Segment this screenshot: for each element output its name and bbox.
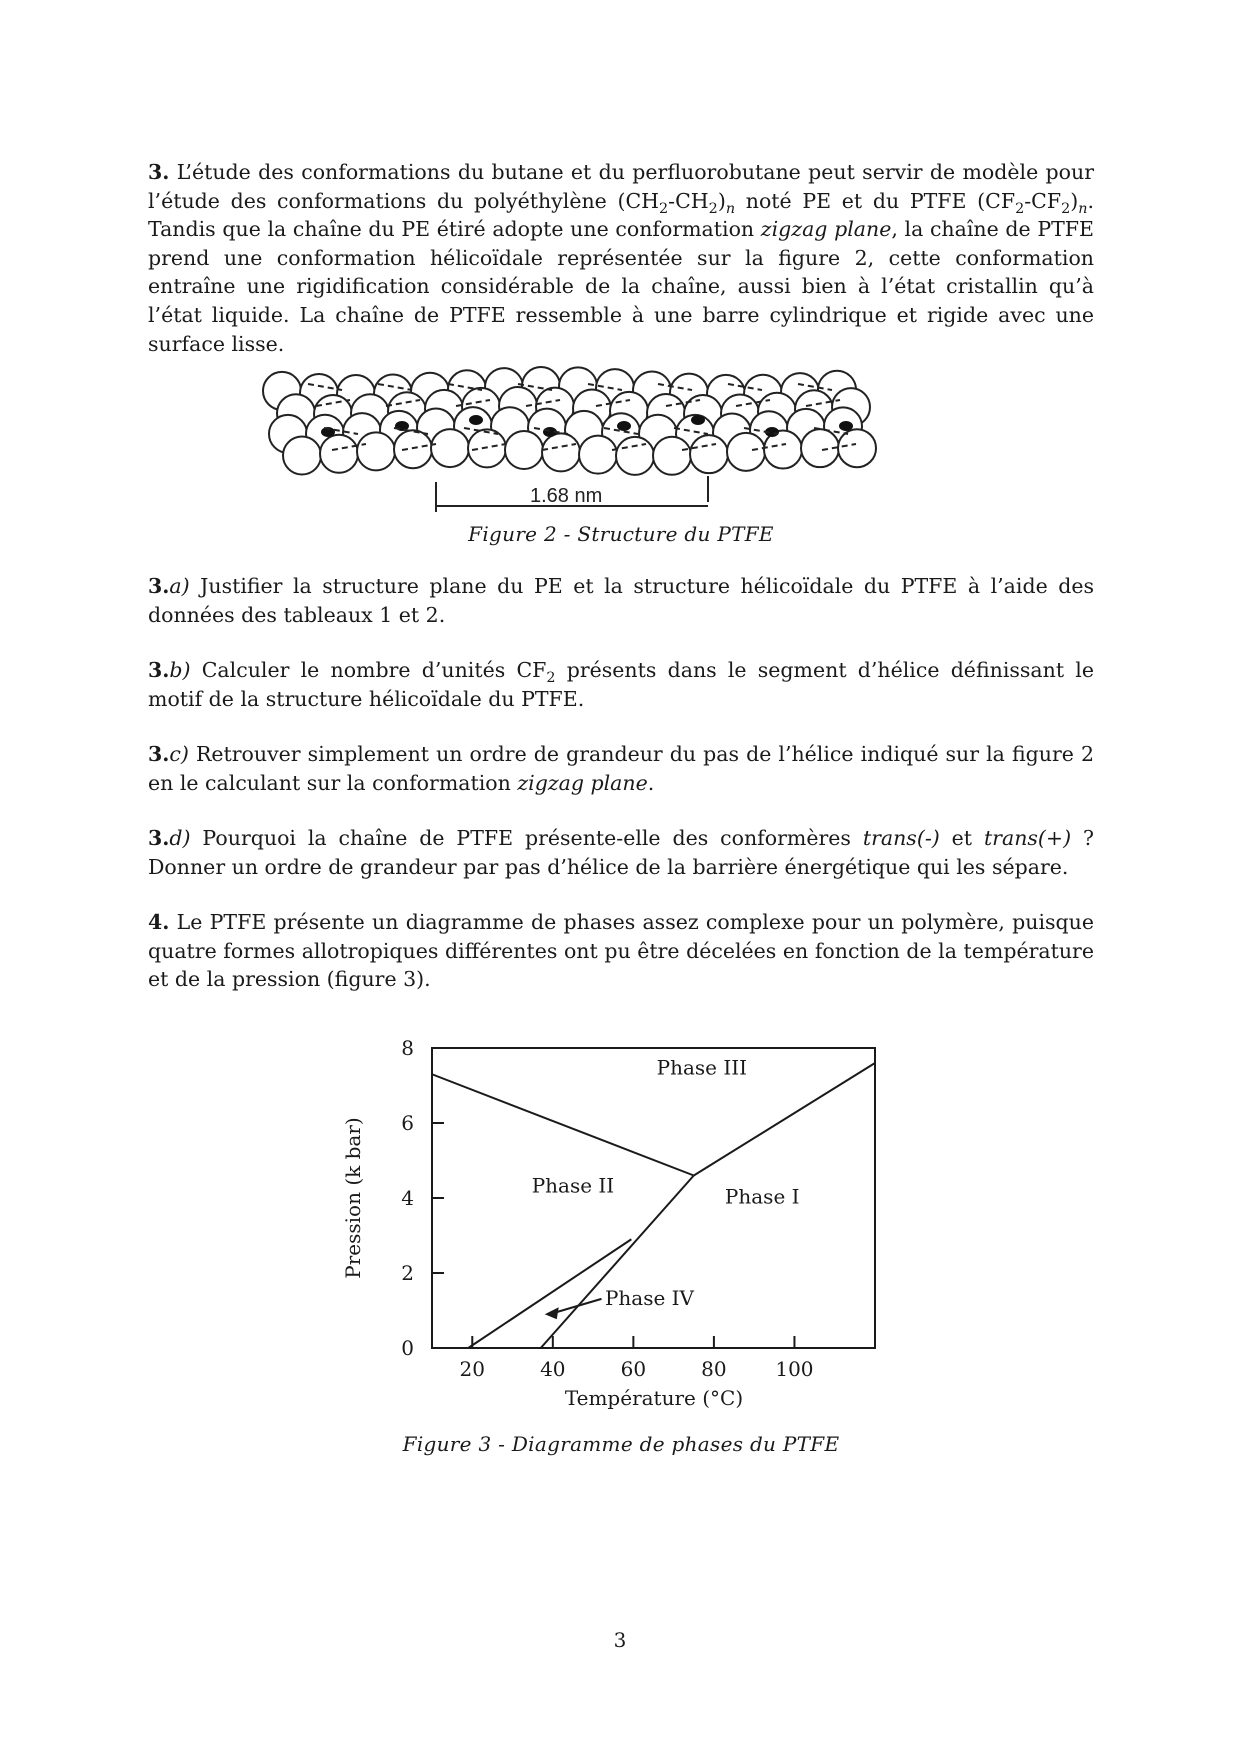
atom-circle (505, 431, 543, 469)
question-3c-paragraph: 3.c) Retrouver simplement un ordre de grandeur du pas de l’hélice indiqué sur la figure 2 en le calculant sur la conformation zigzag plane. (148, 742, 1094, 795)
y-tick-label: 2 (401, 1261, 414, 1285)
phase-boundary-line (432, 1074, 694, 1175)
phase-diagram-chart (330, 1030, 910, 1420)
x-axis-label: Température (°C) (564, 1386, 744, 1410)
atom-circle (690, 435, 728, 473)
page-number: 3 (613, 1628, 627, 1652)
ptfe-helix-figure (268, 372, 968, 522)
y-tick-label: 4 (401, 1186, 414, 1210)
x-tick-label: 20 (459, 1357, 485, 1381)
carbon-dot (691, 415, 705, 425)
helix-atoms (263, 367, 876, 475)
atom-circle (283, 437, 321, 475)
y-axis-label: Pression (k bar) (341, 1117, 365, 1279)
x-tick-label: 80 (701, 1357, 727, 1381)
question-3b-paragraph: 3.b) Calculer le nombre d’unités $CF_2$ présents dans le segment d’hélice définissant le motif de la structure hélicoïdale du PTFE. (148, 658, 1094, 711)
atom-circle (357, 432, 395, 470)
y-tick-label: 0 (401, 1336, 414, 1360)
question-3d-paragraph: 3.d) Pourquoi la chaîne de PTFE présente-elle des conformères trans(-) et trans(+) ? Donner un ordre de grandeur par pas d’hélice de la barrière énergétique qui les sépare. (148, 826, 1094, 879)
atom-circle (394, 430, 432, 468)
phase-label: Phase II (531, 1173, 615, 1198)
figure-2-caption: Figure 2 - Structure du PTFE (468, 522, 774, 546)
x-tick-label: 100 (775, 1357, 814, 1381)
atom-circle (579, 436, 617, 474)
atom-circle (727, 433, 765, 471)
atom-circle (653, 437, 691, 475)
atom-circle (468, 429, 506, 467)
phase-label: Phase III (656, 1055, 748, 1080)
figure-3-caption: Figure 3 - Diagramme de phases du PTFE (402, 1432, 840, 1456)
scale-label: 1.68 nm (530, 485, 603, 507)
question-3a-paragraph: 3.a) Justifier la structure plane du PE et la structure hélicoïdale du PTFE à l’aide des données des tableaux 1 et 2. (148, 574, 1094, 627)
phase-boundary-line (541, 1176, 694, 1349)
phase-boundary-line (694, 1063, 875, 1176)
carbon-dot (617, 421, 631, 431)
x-tick-label: 40 (540, 1357, 566, 1381)
question-4-paragraph: 4. Le PTFE présente un diagramme de phases assez complexe pour un polymère, puisque quatre formes allotropiques différentes ont pu être décelées en fonction de la température et de la pression (figure 3). (148, 910, 1094, 992)
phase-label: Phase IV (604, 1285, 695, 1310)
carbon-dot (469, 415, 483, 425)
atom-circle (431, 429, 469, 467)
x-tick-label: 60 (620, 1357, 647, 1381)
phase-label: Phase I (724, 1184, 800, 1209)
phase-iv-arrow (553, 1299, 602, 1313)
y-tick-label: 6 (401, 1111, 414, 1135)
question-number: 3. (148, 160, 170, 184)
question-3-paragraph: 3. L’étude des conformations du butane et du perfluorobutane peut servir de modèle pour l’étude des conformations du polyéthylène $(CH_2-CH_2)_n$ noté PE et du PTFE $(CF_2-CF_2)_n$. Tandis que la chaîne du PE étiré adopte une conformation zigzag plane, la chaîne de PTFE prend une conformation hélicoïdale représentée sur la figure 2, cette conformation entraîne une rigidification considérable de la chaîne, aussi bien à l’état cristallin qu’à l’état liquide. La chaîne de PTFE ressemble à une barre cylindrique et rigide avec une surface lisse. (148, 160, 1094, 356)
atom-circle (542, 433, 580, 471)
atom-circle (320, 435, 358, 473)
atom-circle (616, 437, 654, 475)
y-tick-label: 8 (401, 1036, 414, 1060)
carbon-dot (839, 421, 853, 431)
atom-circle (838, 429, 876, 467)
arrow-head (545, 1307, 559, 1319)
